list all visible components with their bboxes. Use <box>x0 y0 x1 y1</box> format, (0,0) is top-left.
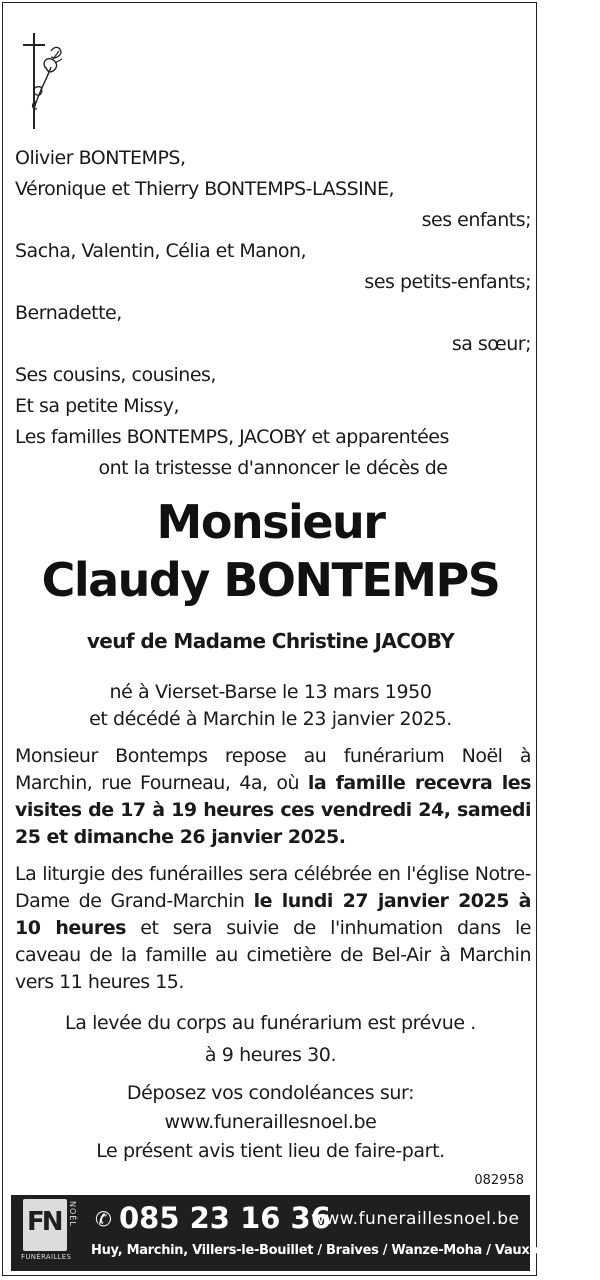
death-line: et décédé à Marchin le 23 janvier 2025. <box>89 708 452 730</box>
funeral-home-locations: Huy, Marchin, Villers-le-Bouillet / Braives / Wanze-Moha / Vaux-et-Borset <box>91 1243 600 1258</box>
cross-with-rose-icon <box>17 29 63 131</box>
family-line: Ses cousins, cousines, <box>15 364 216 386</box>
family-line: ses petits-enfants; <box>364 271 531 293</box>
family-line: Olivier BONTEMPS, <box>15 147 186 169</box>
family-line: sa sœur; <box>451 333 531 355</box>
family-line: Véronique et Thierry BONTEMPS-LASSINE, <box>15 178 394 200</box>
family-line: Bernadette, <box>15 302 122 324</box>
levee-line-2: à 9 heures 30. <box>204 1044 337 1066</box>
visitation-bold: la famille recevra les visites de 17 à 19 heures ces vendredi 24, samedi 25 et dimanche 26 janvier 2025. <box>15 772 531 848</box>
announcement-line: ont la tristesse d'annoncer le décès de <box>98 457 448 479</box>
family-line: ses enfants; <box>421 209 531 231</box>
logo-letters: FN <box>27 1207 61 1237</box>
family-list <box>15 143 531 484</box>
deceased-fullname: Claudy BONTEMPS <box>41 553 500 607</box>
visitation-paragraph <box>15 743 531 851</box>
funeral-home-website[interactable]: www.funeraillesnoel.be <box>311 1209 520 1229</box>
deceased-title: Monsieur <box>156 495 385 549</box>
reference-number: 082958 <box>474 1173 524 1188</box>
liturgy-text-1: La liturgie des funérailles sera célébrée en l'église Notre-Dame de Grand-Marchin <box>15 863 531 912</box>
phone-icon: ✆ <box>95 1207 112 1231</box>
condolences-url[interactable]: www.funeraillesnoel.be <box>164 1111 377 1133</box>
birth-death-dates <box>3 679 538 733</box>
phone-number[interactable]: 085 23 16 36 <box>119 1201 331 1235</box>
condolences-line: Déposez vos condoléances sur: <box>126 1082 415 1104</box>
family-line: Les familles BONTEMPS, JACOBY et apparentées <box>15 426 449 448</box>
funeral-home-banner <box>11 1195 600 1271</box>
widow-of: veuf de Madame Christine JACOBY <box>86 629 455 653</box>
levee-paragraph <box>3 1007 538 1071</box>
levee-line-1: La levée du corps au funérarium est prévue . <box>65 1012 476 1034</box>
family-line: Et sa petite Missy, <box>15 395 179 417</box>
liturgy-text-2: et sera suivie de l'inhumation dans le caveau de la famille au cimetière de Bel-Air à Marchin vers 11 heures 15. <box>15 917 531 993</box>
logo-subtitle: FUNÉRAILLES <box>21 1253 72 1261</box>
deceased-name <box>3 493 538 609</box>
faire-part-note: Le présent avis tient lieu de faire-part. <box>96 1140 445 1162</box>
logo-side-text: NOËL <box>68 1201 77 1227</box>
visitation-text: Monsieur Bontemps repose au funérarium Noël à Marchin, rue Fourneau, 4a, où <box>15 745 531 794</box>
logo-box <box>23 1199 67 1251</box>
funeral-home-logo <box>21 1199 81 1265</box>
liturgy-bold: le lundi 27 janvier 2025 à 10 heures <box>15 890 532 939</box>
condolences-block <box>3 1079 538 1166</box>
birth-line: né à Vierset-Barse le 13 mars 1950 <box>109 681 432 703</box>
obituary-notice <box>2 2 600 1276</box>
family-line: Sacha, Valentin, Célia et Manon, <box>15 240 307 262</box>
liturgy-paragraph <box>15 861 531 996</box>
